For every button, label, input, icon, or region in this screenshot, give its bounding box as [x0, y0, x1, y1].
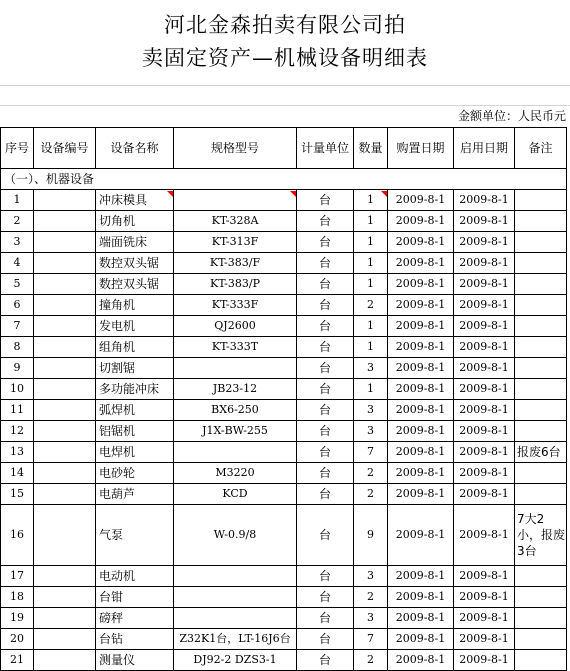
remark-cell [515, 379, 567, 400]
remark-cell [515, 463, 567, 484]
name-cell: 组角机 [96, 337, 174, 358]
qty-cell: 2 [354, 650, 388, 671]
seq-cell: 4 [1, 253, 34, 274]
qty-cell: 2 [354, 587, 388, 608]
qty-cell: 2 [354, 463, 388, 484]
seq-cell: 1 [1, 190, 34, 211]
table-row [1, 484, 567, 505]
name-cell: 端面铣床 [96, 232, 174, 253]
spec-cell: Z32K1台，LT-16J6台 [174, 629, 297, 650]
purchase-date-cell: 2009-8-1 [388, 650, 454, 671]
unit-cell: 台 [297, 463, 354, 484]
qty-cell: 1 [354, 190, 388, 211]
start-date-cell: 2009-8-1 [454, 421, 515, 442]
unit-cell: 台 [297, 211, 354, 232]
purchase-date-cell: 2009-8-1 [388, 337, 454, 358]
sheet-gridline [0, 85, 570, 86]
spec-cell: KT-333F [174, 295, 297, 316]
qty-cell: 7 [354, 629, 388, 650]
comment-marker-icon [290, 191, 296, 197]
spec-cell [174, 566, 297, 587]
code-cell [34, 379, 96, 400]
seq-cell: 20 [1, 629, 34, 650]
unit-cell: 台 [297, 295, 354, 316]
start-date-cell: 2009-8-1 [454, 316, 515, 337]
seq-cell: 12 [1, 421, 34, 442]
unit-cell: 台 [297, 232, 354, 253]
name-cell: 测量仪 [96, 650, 174, 671]
remark-cell: 7大2小，报废3台 [515, 505, 567, 566]
remark-cell [515, 316, 567, 337]
name-cell: 电动机 [96, 566, 174, 587]
spec-cell: J1X-BW-255 [174, 421, 297, 442]
unit-cell: 台 [297, 316, 354, 337]
table-row [1, 337, 567, 358]
seq-cell: 11 [1, 400, 34, 421]
unit-cell: 台 [297, 358, 354, 379]
name-cell: 铝锯机 [96, 421, 174, 442]
table-row [1, 190, 567, 211]
start-date-cell: 2009-8-1 [454, 629, 515, 650]
remark-cell [515, 295, 567, 316]
purchase-date-cell: 2009-8-1 [388, 358, 454, 379]
name-cell: 弧焊机 [96, 400, 174, 421]
qty-cell: 7 [354, 442, 388, 463]
start-date-cell: 2009-8-1 [454, 358, 515, 379]
remark-cell: 报废6台 [515, 442, 567, 463]
code-cell [34, 337, 96, 358]
header-purchase-date: 购置日期 [388, 128, 454, 169]
table-row [1, 650, 567, 671]
header-start-date: 启用日期 [454, 128, 515, 169]
qty-cell: 1 [354, 232, 388, 253]
name-cell: 切割锯 [96, 358, 174, 379]
purchase-date-cell: 2009-8-1 [388, 295, 454, 316]
table-row [1, 442, 567, 463]
purchase-date-cell: 2009-8-1 [388, 232, 454, 253]
qty-cell: 3 [354, 400, 388, 421]
unit-cell: 台 [297, 650, 354, 671]
code-cell [34, 421, 96, 442]
start-date-cell: 2009-8-1 [454, 587, 515, 608]
name-cell: 台钳 [96, 587, 174, 608]
start-date-cell: 2009-8-1 [454, 232, 515, 253]
name-cell: 数控双头锯 [96, 274, 174, 295]
start-date-cell: 2009-8-1 [454, 608, 515, 629]
unit-cell: 台 [297, 337, 354, 358]
qty-cell: 1 [354, 337, 388, 358]
header-spec: 规格型号 [174, 128, 297, 169]
start-date-cell: 2009-8-1 [454, 442, 515, 463]
code-cell [34, 587, 96, 608]
unit-cell: 台 [297, 421, 354, 442]
spec-cell: JB23-12 [174, 379, 297, 400]
start-date-cell: 2009-8-1 [454, 650, 515, 671]
seq-cell: 18 [1, 587, 34, 608]
name-cell: 台钻 [96, 629, 174, 650]
table-row [1, 211, 567, 232]
qty-cell: 1 [354, 379, 388, 400]
purchase-date-cell: 2009-8-1 [388, 463, 454, 484]
remark-cell [515, 253, 567, 274]
spec-cell: KT-328A [174, 211, 297, 232]
table-row [1, 505, 567, 566]
spec-cell: KCD [174, 484, 297, 505]
code-cell [34, 650, 96, 671]
start-date-cell: 2009-8-1 [454, 505, 515, 566]
code-cell [34, 358, 96, 379]
table-row [1, 232, 567, 253]
table-row [1, 253, 567, 274]
remark-cell [515, 232, 567, 253]
purchase-date-cell: 2009-8-1 [388, 316, 454, 337]
remark-cell [515, 566, 567, 587]
seq-cell: 3 [1, 232, 34, 253]
start-date-cell: 2009-8-1 [454, 274, 515, 295]
name-cell: 电葫芦 [96, 484, 174, 505]
spec-cell: KT-383/F [174, 253, 297, 274]
seq-cell: 21 [1, 650, 34, 671]
purchase-date-cell: 2009-8-1 [388, 566, 454, 587]
seq-cell: 19 [1, 608, 34, 629]
header-code: 设备编号 [34, 128, 96, 169]
page-title [0, 0, 570, 85]
table-row [1, 566, 567, 587]
spec-cell [174, 190, 297, 211]
code-cell [34, 232, 96, 253]
title-line-2: 卖固定资产—机械设备明细表 [142, 46, 428, 70]
comment-marker-icon [381, 191, 387, 197]
code-cell [34, 316, 96, 337]
name-cell: 冲床模具 [96, 190, 174, 211]
code-cell [34, 484, 96, 505]
purchase-date-cell: 2009-8-1 [388, 608, 454, 629]
purchase-date-cell: 2009-8-1 [388, 484, 454, 505]
seq-cell: 8 [1, 337, 34, 358]
code-cell [34, 211, 96, 232]
unit-cell: 台 [297, 190, 354, 211]
remark-cell [515, 608, 567, 629]
start-date-cell: 2009-8-1 [454, 253, 515, 274]
code-cell [34, 505, 96, 566]
start-date-cell: 2009-8-1 [454, 566, 515, 587]
remark-cell [515, 190, 567, 211]
code-cell [34, 295, 96, 316]
qty-cell: 2 [354, 295, 388, 316]
remark-cell [515, 421, 567, 442]
code-cell [34, 400, 96, 421]
spec-cell: M3220 [174, 463, 297, 484]
remark-cell [515, 400, 567, 421]
header-remark: 备注 [515, 128, 567, 169]
qty-cell: 1 [354, 316, 388, 337]
remark-cell [515, 274, 567, 295]
remark-cell [515, 587, 567, 608]
start-date-cell: 2009-8-1 [454, 211, 515, 232]
spec-cell: DJ92-2 DZS3-1 [174, 650, 297, 671]
spec-cell [174, 587, 297, 608]
qty-cell: 3 [354, 421, 388, 442]
table-body [1, 128, 567, 671]
code-cell [34, 629, 96, 650]
spec-cell: KT-313F [174, 232, 297, 253]
table-header-row [1, 128, 567, 169]
spec-cell: KT-383/P [174, 274, 297, 295]
unit-cell: 台 [297, 587, 354, 608]
unit-cell: 台 [297, 274, 354, 295]
table-row [1, 316, 567, 337]
unit-cell: 台 [297, 253, 354, 274]
qty-cell: 1 [354, 253, 388, 274]
equipment-table [0, 127, 567, 671]
table-row [1, 587, 567, 608]
start-date-cell: 2009-8-1 [454, 190, 515, 211]
header-seq: 序号 [1, 128, 34, 169]
purchase-date-cell: 2009-8-1 [388, 253, 454, 274]
code-cell [34, 463, 96, 484]
seq-cell: 14 [1, 463, 34, 484]
header-name: 设备名称 [96, 128, 174, 169]
table-row [1, 379, 567, 400]
seq-cell: 17 [1, 566, 34, 587]
spec-cell: QJ2600 [174, 316, 297, 337]
code-cell [34, 274, 96, 295]
purchase-date-cell: 2009-8-1 [388, 190, 454, 211]
purchase-date-cell: 2009-8-1 [388, 379, 454, 400]
purchase-date-cell: 2009-8-1 [388, 400, 454, 421]
name-cell: 数控双头锯 [96, 253, 174, 274]
unit-cell: 台 [297, 629, 354, 650]
table-row [1, 608, 567, 629]
code-cell [34, 566, 96, 587]
unit-cell: 台 [297, 442, 354, 463]
unit-cell: 台 [297, 400, 354, 421]
qty-cell: 3 [354, 566, 388, 587]
seq-cell: 13 [1, 442, 34, 463]
qty-cell: 3 [354, 608, 388, 629]
name-cell: 发电机 [96, 316, 174, 337]
remark-cell [515, 358, 567, 379]
purchase-date-cell: 2009-8-1 [388, 211, 454, 232]
seq-cell: 7 [1, 316, 34, 337]
unit-cell: 台 [297, 505, 354, 566]
purchase-date-cell: 2009-8-1 [388, 274, 454, 295]
seq-cell: 5 [1, 274, 34, 295]
start-date-cell: 2009-8-1 [454, 400, 515, 421]
spec-cell: BX6-250 [174, 400, 297, 421]
start-date-cell: 2009-8-1 [454, 463, 515, 484]
spec-cell: KT-333T [174, 337, 297, 358]
remark-cell [515, 337, 567, 358]
purchase-date-cell: 2009-8-1 [388, 587, 454, 608]
purchase-date-cell: 2009-8-1 [388, 421, 454, 442]
start-date-cell: 2009-8-1 [454, 379, 515, 400]
table-row [1, 358, 567, 379]
name-cell: 撞角机 [96, 295, 174, 316]
code-cell [34, 608, 96, 629]
unit-cell: 台 [297, 608, 354, 629]
remark-cell [515, 211, 567, 232]
seq-cell: 9 [1, 358, 34, 379]
header-qty: 数量 [354, 128, 388, 169]
table-row [1, 295, 567, 316]
category-row [1, 169, 567, 190]
qty-cell: 3 [354, 358, 388, 379]
qty-cell: 9 [354, 505, 388, 566]
seq-cell: 15 [1, 484, 34, 505]
title-line-1: 河北金森拍卖有限公司拍 [164, 13, 406, 37]
unit-cell: 台 [297, 379, 354, 400]
spec-cell [174, 608, 297, 629]
table-row [1, 400, 567, 421]
header-unit: 计量单位 [297, 128, 354, 169]
purchase-date-cell: 2009-8-1 [388, 442, 454, 463]
name-cell: 多功能冲床 [96, 379, 174, 400]
category-label: （一）、机器设备 [1, 169, 174, 190]
remark-cell [515, 650, 567, 671]
name-cell: 电焊机 [96, 442, 174, 463]
seq-cell: 10 [1, 379, 34, 400]
purchase-date-cell: 2009-8-1 [388, 629, 454, 650]
name-cell: 气泵 [96, 505, 174, 566]
code-cell [34, 442, 96, 463]
name-cell: 磅秤 [96, 608, 174, 629]
remark-cell [515, 629, 567, 650]
comment-marker-icon [167, 191, 173, 197]
table-row [1, 629, 567, 650]
seq-cell: 2 [1, 211, 34, 232]
start-date-cell: 2009-8-1 [454, 337, 515, 358]
qty-cell: 2 [354, 484, 388, 505]
table-row [1, 421, 567, 442]
table-row [1, 463, 567, 484]
seq-cell: 16 [1, 505, 34, 566]
qty-cell: 1 [354, 274, 388, 295]
seq-cell: 6 [1, 295, 34, 316]
name-cell: 切角机 [96, 211, 174, 232]
qty-cell: 1 [354, 211, 388, 232]
code-cell [34, 253, 96, 274]
spec-cell [174, 442, 297, 463]
start-date-cell: 2009-8-1 [454, 295, 515, 316]
start-date-cell: 2009-8-1 [454, 484, 515, 505]
table-row [1, 274, 567, 295]
spec-cell: W-0.9/8 [174, 505, 297, 566]
code-cell [34, 190, 96, 211]
currency-unit-label: 金额单位：人民币元 [457, 109, 566, 123]
unit-cell: 台 [297, 484, 354, 505]
unit-cell: 台 [297, 566, 354, 587]
remark-cell [515, 484, 567, 505]
spec-cell [174, 358, 297, 379]
name-cell: 电砂轮 [96, 463, 174, 484]
purchase-date-cell: 2009-8-1 [388, 505, 454, 566]
